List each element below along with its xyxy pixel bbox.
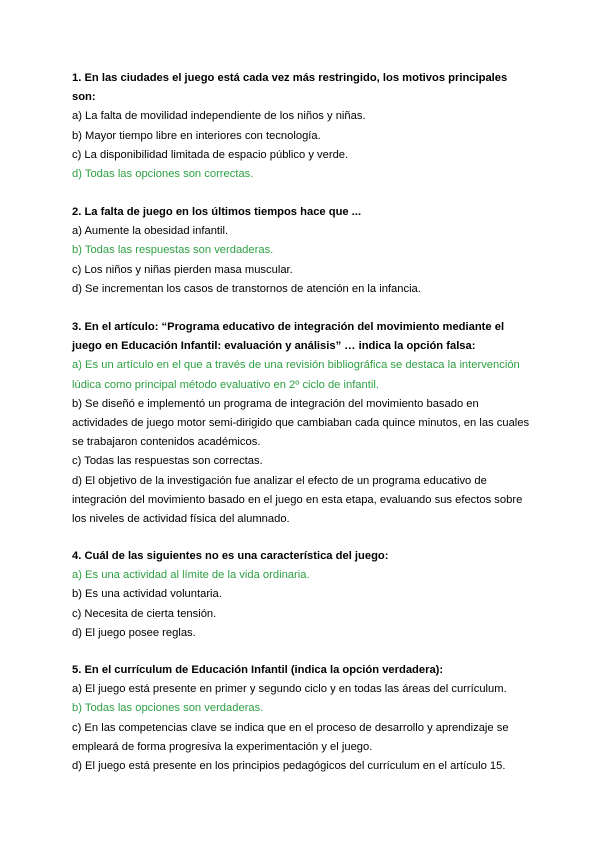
- option-d: integración del movimiento basado en el juego en esta etapa, evaluando sus efectos sobre: [72, 493, 523, 506]
- question-title: 1. En las ciudades el juego está cada vez más restringido, los motivos principales: [72, 72, 508, 84]
- question-title: son:: [72, 91, 96, 104]
- option-b: b) Mayor tiempo libre en interiores con tecnología.: [72, 129, 321, 142]
- option-a-correct: a) Es una actividad al límite de la vida ordinaria.: [72, 569, 310, 582]
- question-2: [72, 203, 542, 299]
- question-5: [72, 661, 542, 776]
- option-d: d) Se incrementan los casos de transtornos de atención en la infancia.: [72, 282, 421, 295]
- option-d-correct: d) Todas las opciones son correctas.: [72, 168, 254, 181]
- question-title: 4. Cuál de las siguientes no es una característica del juego:: [72, 550, 389, 562]
- question-title: 2. La falta de juego en los últimos tiempos hace que ...: [72, 206, 362, 218]
- option-d: d) El juego está presente en los principios pedagógicos del currículum en el artículo 15.: [72, 760, 506, 773]
- option-b: se trabajaron contenidos académicos.: [72, 436, 261, 449]
- option-c: c) Los niños y niñas pierden masa muscular.: [72, 263, 293, 276]
- question-title: juego en Educación Infantil: evaluación y análisis” … indica la opción falsa:: [72, 340, 476, 353]
- option-c: c) La disponibilidad limitada de espacio público y verde.: [72, 148, 349, 161]
- option-b-correct: b) Todas las respuestas son verdaderas.: [72, 244, 274, 257]
- option-c: empleará de forma progresiva la experimentación y el juego.: [72, 740, 373, 753]
- option-d: los niveles de actividad física del alumnado.: [72, 513, 290, 526]
- option-d: d) El juego posee reglas.: [72, 626, 196, 639]
- option-a: a) El juego está presente en primer y segundo ciclo y en todas las áreas del currículum.: [72, 683, 507, 696]
- option-b: actividades de juego motor semi-dirigido que cambiaban cada quince minutos, en las cuales: [72, 417, 530, 430]
- option-b: b) Es una actividad voluntaria.: [72, 588, 222, 601]
- option-a-correct: a) Es un artículo en el que a través de una revisión bibliográfica se destaca la intervención: [72, 359, 520, 372]
- option-a: a) La falta de movilidad independiente de los niños y niñas.: [72, 110, 366, 123]
- question-4: [72, 547, 542, 643]
- option-c: c) En las competencias clave se indica que en el proceso de desarrollo y aprendizaje se: [72, 721, 509, 734]
- option-b-correct: b) Todas las opciones son verdaderas.: [72, 702, 264, 715]
- question-title: 3. En el artículo: “Programa educativo de integración del movimiento mediante el: [72, 321, 505, 333]
- question-title: 5. En el currículum de Educación Infantil (indica la opción verdadera):: [72, 664, 444, 676]
- option-c: c) Necesita de cierta tensión.: [72, 607, 217, 620]
- question-1: [72, 69, 542, 184]
- option-d: d) El objetivo de la investigación fue analizar el efecto de un programa educativo de: [72, 474, 487, 487]
- question-3: [72, 318, 542, 529]
- option-c: c) Todas las respuestas son correctas.: [72, 455, 263, 468]
- option-b: b) Se diseñó e implementó un programa de integración del movimiento basado en: [72, 397, 479, 410]
- option-a: a) Aumente la obesidad infantil.: [72, 225, 229, 238]
- option-a-correct: lúdica como principal método evaluativo en 2º ciclo de infantil.: [72, 378, 379, 391]
